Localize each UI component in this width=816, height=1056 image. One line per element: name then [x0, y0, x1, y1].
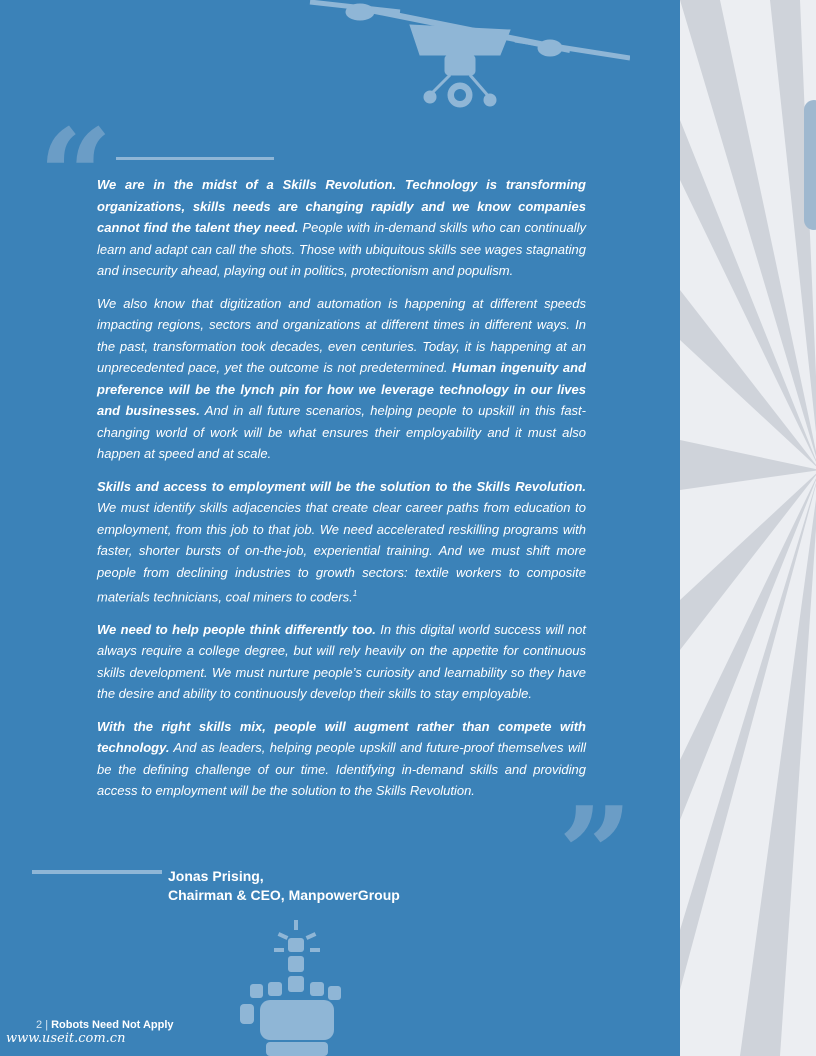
paragraph-2-text-b: And in all future scenarios, helping people to upskill in this fast-changing world of work will be what ensures their employability and it must also happen at speed and at scale.: [97, 403, 587, 461]
paragraph-5-text: And as leaders, helping people upskill and future-proof themselves will be the defining challenge of our time. Identifying in-demand skills and providing access to employment will be the solution to the Skills Revolution.: [97, 740, 586, 799]
top-rule: [116, 157, 274, 160]
page-footer: [36, 1019, 174, 1031]
robot-hand-icon: [230, 920, 360, 1056]
paragraph-3: [97, 476, 586, 608]
footnote-ref[interactable]: 1: [352, 589, 358, 598]
paragraph-1-emphasis: We are in the midst of a Skills Revolution. Technology is transforming organizations, skills needs are changing rapidly and we know companies cannot find the talent they need.: [97, 177, 586, 235]
signature-name: Jonas Prising,: [168, 868, 264, 884]
sunburst-decoration: [680, 0, 816, 1056]
letter-body: [97, 174, 586, 813]
paragraph-3-emphasis: Skills and access to employment will be the solution to the Skills Revolution.: [97, 478, 586, 494]
paragraph-2: [97, 293, 586, 465]
paragraph-2-text-a: We also know that digitization and automation is happening at different speeds impacting regions, sectors and organizations at different times in different ways. In the past, transformation took decades, even centuries. Today, it is happening at an unprecedented pace, yet the outcome is not predetermined.: [97, 295, 586, 375]
close-quote-mark: ”: [558, 778, 633, 931]
paragraph-1: [97, 174, 586, 282]
paragraph-4-text: In this digital world success will not always require a college degree, but will rely heavily on the appetite for continuous skills development. We must nurture people’s curiosity and learnability so they have the desire and ability to continuously develop their skills to stay employable.: [97, 621, 586, 702]
paragraph-5: [97, 716, 586, 802]
watermark: www.useit.com.cn: [6, 1031, 126, 1046]
drone-illustration: [300, 0, 630, 115]
footer-separator: |: [45, 1019, 49, 1031]
paragraph-2-emphasis: Human ingenuity and preference will be the lynch pin for how we leverage technology in our lives and businesses.: [97, 360, 586, 418]
footer-title: Robots Need Not Apply: [51, 1019, 174, 1031]
paragraph-3-text: We must identify skills adjacencies that create clear career paths from education to employment, from this job to that job. We need accelerated reskilling programs with faster, shorter bursts of on-the-job, experiential training. And we must shift more people from declining industries to growth sectors: textile workers to composite materials technicians, coal miners to coders.: [97, 500, 586, 605]
paragraph-1-text: People with in-demand skills who can continually learn and adapt can call the shots. Those with ubiquitous skills see wages stagnating and insecurity ahead, playing out in politics, protectionism and populism.: [97, 220, 586, 278]
open-quote-mark: “: [38, 100, 113, 253]
paragraph-5-emphasis: With the right skills mix, people will augment rather than compete with technology.: [97, 718, 586, 756]
paragraph-4: [97, 619, 586, 705]
signature: [168, 867, 400, 905]
signature-role: Chairman & CEO, ManpowerGroup: [168, 887, 400, 903]
page-number: 2: [36, 1019, 43, 1031]
paragraph-4-emphasis: We need to help people think differently too.: [97, 621, 376, 637]
signature-rule: [32, 870, 162, 874]
